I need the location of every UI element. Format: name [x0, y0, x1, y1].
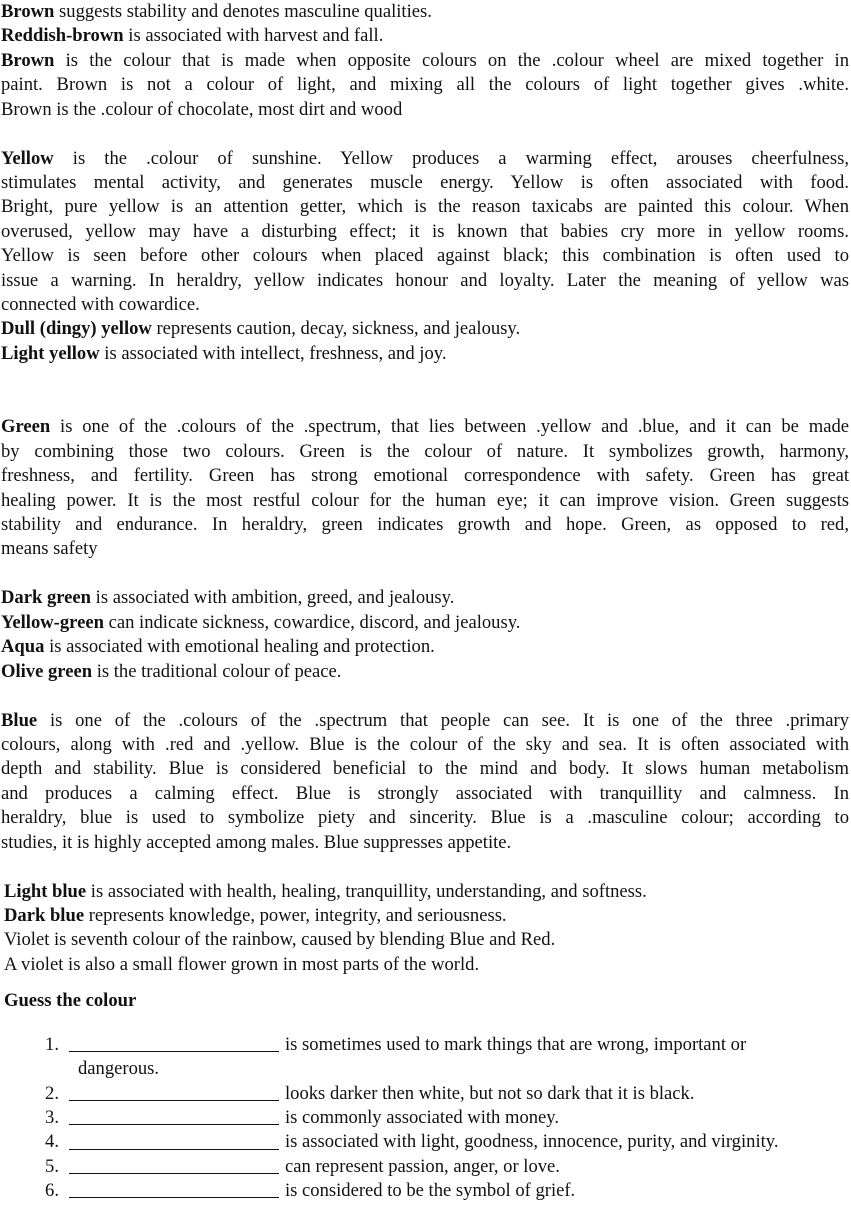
text-line: stability and endurance. In heraldry, green indicates growth and hope. Green, as opposed to red,	[1, 513, 849, 535]
answer-blank[interactable]	[69, 1172, 279, 1174]
blue-shades-section	[1, 880, 849, 978]
term-dark-blue: Dark blue	[4, 904, 85, 926]
answer-blank[interactable]	[69, 1196, 279, 1198]
quiz-number: 5.	[45, 1155, 59, 1177]
text-line: Light yellow is associated with intellect, freshness, and joy.	[1, 342, 447, 364]
term-light-blue: Light blue	[4, 880, 87, 902]
term-brown: Brown	[1, 49, 55, 71]
quiz-list	[1, 1033, 849, 1203]
text-line: studies, it is highly accepted among males. Blue suppresses appetite.	[1, 831, 512, 853]
quiz-item	[11, 1106, 849, 1130]
term-dull-yellow: Dull (dingy) yellow	[1, 318, 152, 340]
quiz-heading: Guess the colour	[4, 990, 137, 1012]
text-line: issue a warning. In heraldry, yellow indicates honour and loyalty. Later the meaning of yellow was	[1, 269, 849, 291]
quiz-text: is commonly associated with money.	[285, 1107, 560, 1129]
text-line: Light blue is associated with health, healing, tranquillity, understanding, and softness.	[4, 880, 647, 902]
text-line: Dark green is associated with ambition, greed, and jealousy.	[1, 587, 455, 609]
quiz-number: 6.	[45, 1179, 59, 1201]
text-line: heraldry, blue is used to symbolize piety and sincerity. Blue is a .masculine colour; according to	[1, 807, 849, 829]
green-shades-section	[1, 586, 849, 684]
term-dark-green: Dark green	[1, 587, 92, 609]
term-blue: Blue	[1, 709, 38, 731]
text-line: depth and stability. Blue is considered beneficial to the mind and body. It slows human metabolism	[1, 758, 849, 780]
text-line: freshness, and fertility. Green has strong emotional correspondence with safety. Green has great	[1, 465, 849, 487]
text-line: Brown suggests stability and denotes masculine qualities.	[1, 1, 432, 22]
text-line: Yellow-green can indicate sickness, cowardice, discord, and jealousy.	[1, 611, 521, 633]
yellow-section	[1, 147, 849, 367]
quiz-number: 2.	[45, 1082, 59, 1104]
term-reddish-brown: Reddish-brown	[1, 25, 124, 47]
text-line: Dull (dingy) yellow represents caution, decay, sickness, and jealousy.	[1, 318, 521, 340]
term-brown: Brown	[1, 1, 55, 22]
quiz-item	[11, 1155, 849, 1179]
quiz-item	[11, 1130, 849, 1154]
quiz-number: 1.	[45, 1034, 59, 1056]
term-olive-green: Olive green	[1, 660, 93, 682]
text-line: Dark blue represents knowledge, power, integrity, and seriousness.	[4, 904, 507, 926]
answer-blank[interactable]	[69, 1099, 279, 1101]
quiz-number: 4.	[45, 1131, 59, 1153]
brown-section	[1, 0, 849, 122]
text-line: A violet is also a small flower grown in most parts of the world.	[4, 953, 480, 975]
term-yellow-green: Yellow-green	[1, 611, 104, 633]
text-line: stimulates mental activity, and generates muscle energy. Yellow is often associated with food.	[1, 172, 849, 194]
answer-blank[interactable]	[69, 1050, 279, 1052]
quiz-text: is associated with light, goodness, innocence, purity, and virginity.	[285, 1131, 779, 1153]
quiz-item	[11, 1033, 849, 1057]
text-line: colours, along with .red and .yellow. Blue is the colour of the sky and sea. It is often associated with	[1, 733, 849, 755]
text-line: connected with cowardice.	[1, 294, 200, 316]
quiz-item	[11, 1179, 849, 1203]
text-line: Green is one of the .colours of the .spectrum, that lies between .yellow and .blue, and it can be made	[1, 416, 849, 438]
blue-section	[1, 709, 849, 855]
quiz-number: 3.	[45, 1107, 59, 1129]
green-section	[1, 415, 849, 561]
text-line: healing power. It is the most restful colour for the human eye; it can improve vision. Green suggests	[1, 489, 849, 511]
text-line: Reddish-brown is associated with harvest and fall.	[1, 25, 384, 47]
term-green: Green	[1, 416, 51, 438]
text-line: paint. Brown is not a colour of light, and mixing all the colours of light together gives .white.	[1, 74, 849, 96]
term-yellow: Yellow	[1, 147, 54, 169]
text-line: overused, yellow may have a disturbing effect; it is known that babies cry more in yellow rooms.	[1, 220, 849, 242]
text-line: Violet is seventh colour of the rainbow, caused by blending Blue and Red.	[4, 929, 556, 951]
text-line: by combining those two colours. Green is the colour of nature. It symbolizes growth, harmony,	[1, 440, 849, 462]
term-light-yellow: Light yellow	[1, 342, 100, 364]
quiz-text-continued: dangerous.	[78, 1058, 160, 1080]
quiz-item	[11, 1082, 849, 1106]
text-line: Brown is the .colour of chocolate, most dirt and wood	[1, 98, 403, 120]
text-line: Yellow is the .colour of sunshine. Yellow produces a warming effect, arouses cheerfulness,	[1, 147, 849, 169]
quiz-text: can represent passion, anger, or love.	[285, 1155, 560, 1177]
quiz-text: looks darker then white, but not so dark that it is black.	[285, 1082, 695, 1104]
text-line: Bright, pure yellow is an attention getter, which is the reason taxicabs are painted this colour. When	[1, 196, 849, 218]
term-aqua: Aqua	[1, 636, 45, 658]
text-line: Brown is the colour that is made when opposite colours on the .colour wheel are mixed together in	[1, 49, 849, 71]
answer-blank[interactable]	[69, 1123, 279, 1125]
text-line: Yellow is seen before other colours when placed against black; this combination is often used to	[1, 245, 849, 267]
quiz-text: is sometimes used to mark things that are wrong, important or	[285, 1034, 747, 1056]
text-line: Olive green is the traditional colour of peace.	[1, 660, 342, 682]
quiz-text: is considered to be the symbol of grief.	[285, 1179, 576, 1201]
text-line: Aqua is associated with emotional healing and protection.	[1, 636, 435, 658]
text-line: means safety	[1, 538, 98, 560]
text-line: and produces a calming effect. Blue is strongly associated with tranquillity and calmness. In	[1, 782, 849, 804]
answer-blank[interactable]	[69, 1148, 279, 1150]
text-line: Blue is one of the .colours of the .spectrum that people can see. It is one of the three .primary	[1, 709, 849, 731]
